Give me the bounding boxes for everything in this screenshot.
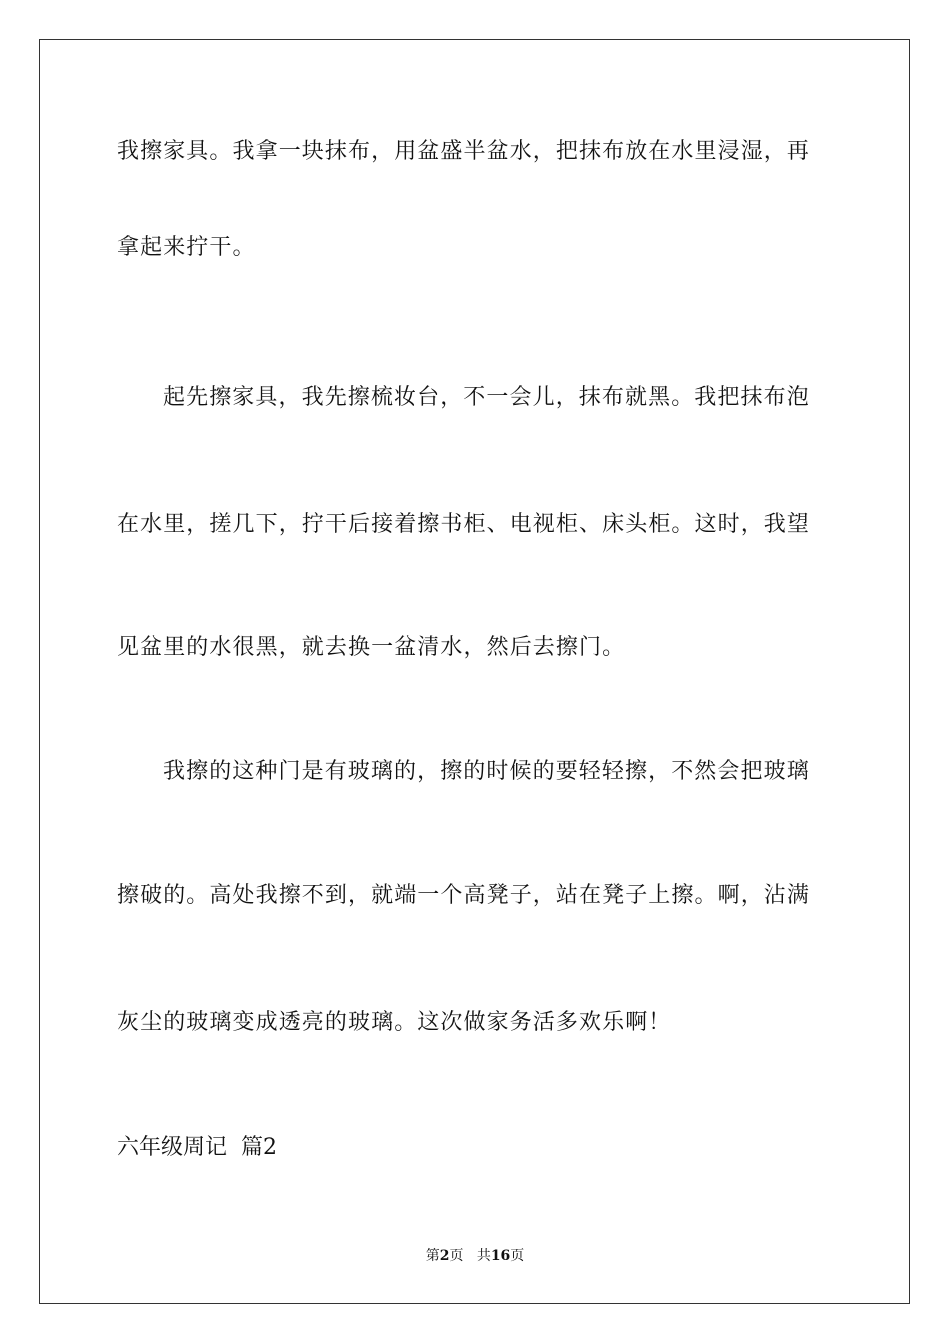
page-suffix: 页 bbox=[449, 1248, 464, 1264]
paragraph-line: 擦破的。高处我擦不到，就端一个高凳子，站在凳子上擦。啊，沾满 bbox=[117, 883, 811, 908]
paragraph-line: 我擦家具。我拿一块抹布，用盆盛半盆水，把抹布放在水里浸湿，再 bbox=[117, 139, 811, 164]
page-number: 2 bbox=[439, 1248, 450, 1264]
paragraph-line: 起先擦家具，我先擦梳妆台，不一会儿，抹布就黑。我把抹布泡 bbox=[163, 385, 810, 410]
page-border bbox=[39, 39, 910, 1304]
paragraph-line: 在水里，搓几下，拧干后接着擦书柜、电视柜、床头柜。这时，我望 bbox=[117, 512, 811, 537]
total-prefix: 共 bbox=[476, 1248, 491, 1264]
total-suffix: 页 bbox=[510, 1248, 525, 1264]
section-heading: 六年级周记 篇2 bbox=[117, 1135, 277, 1160]
total-pages: 16 bbox=[490, 1248, 511, 1264]
paragraph-line: 我擦的这种门是有玻璃的，擦的时候的要轻轻擦，不然会把玻璃 bbox=[163, 759, 810, 784]
page-footer bbox=[0, 1246, 950, 1266]
paragraph-line: 拿起来拧干。 bbox=[117, 235, 256, 260]
paragraph-line: 见盆里的水很黑，就去换一盆清水，然后去擦门。 bbox=[117, 635, 626, 660]
page-prefix: 第 bbox=[425, 1248, 440, 1264]
paragraph-line: 灰尘的玻璃变成透亮的玻璃。这次做家务活多欢乐啊！ bbox=[117, 1010, 672, 1035]
